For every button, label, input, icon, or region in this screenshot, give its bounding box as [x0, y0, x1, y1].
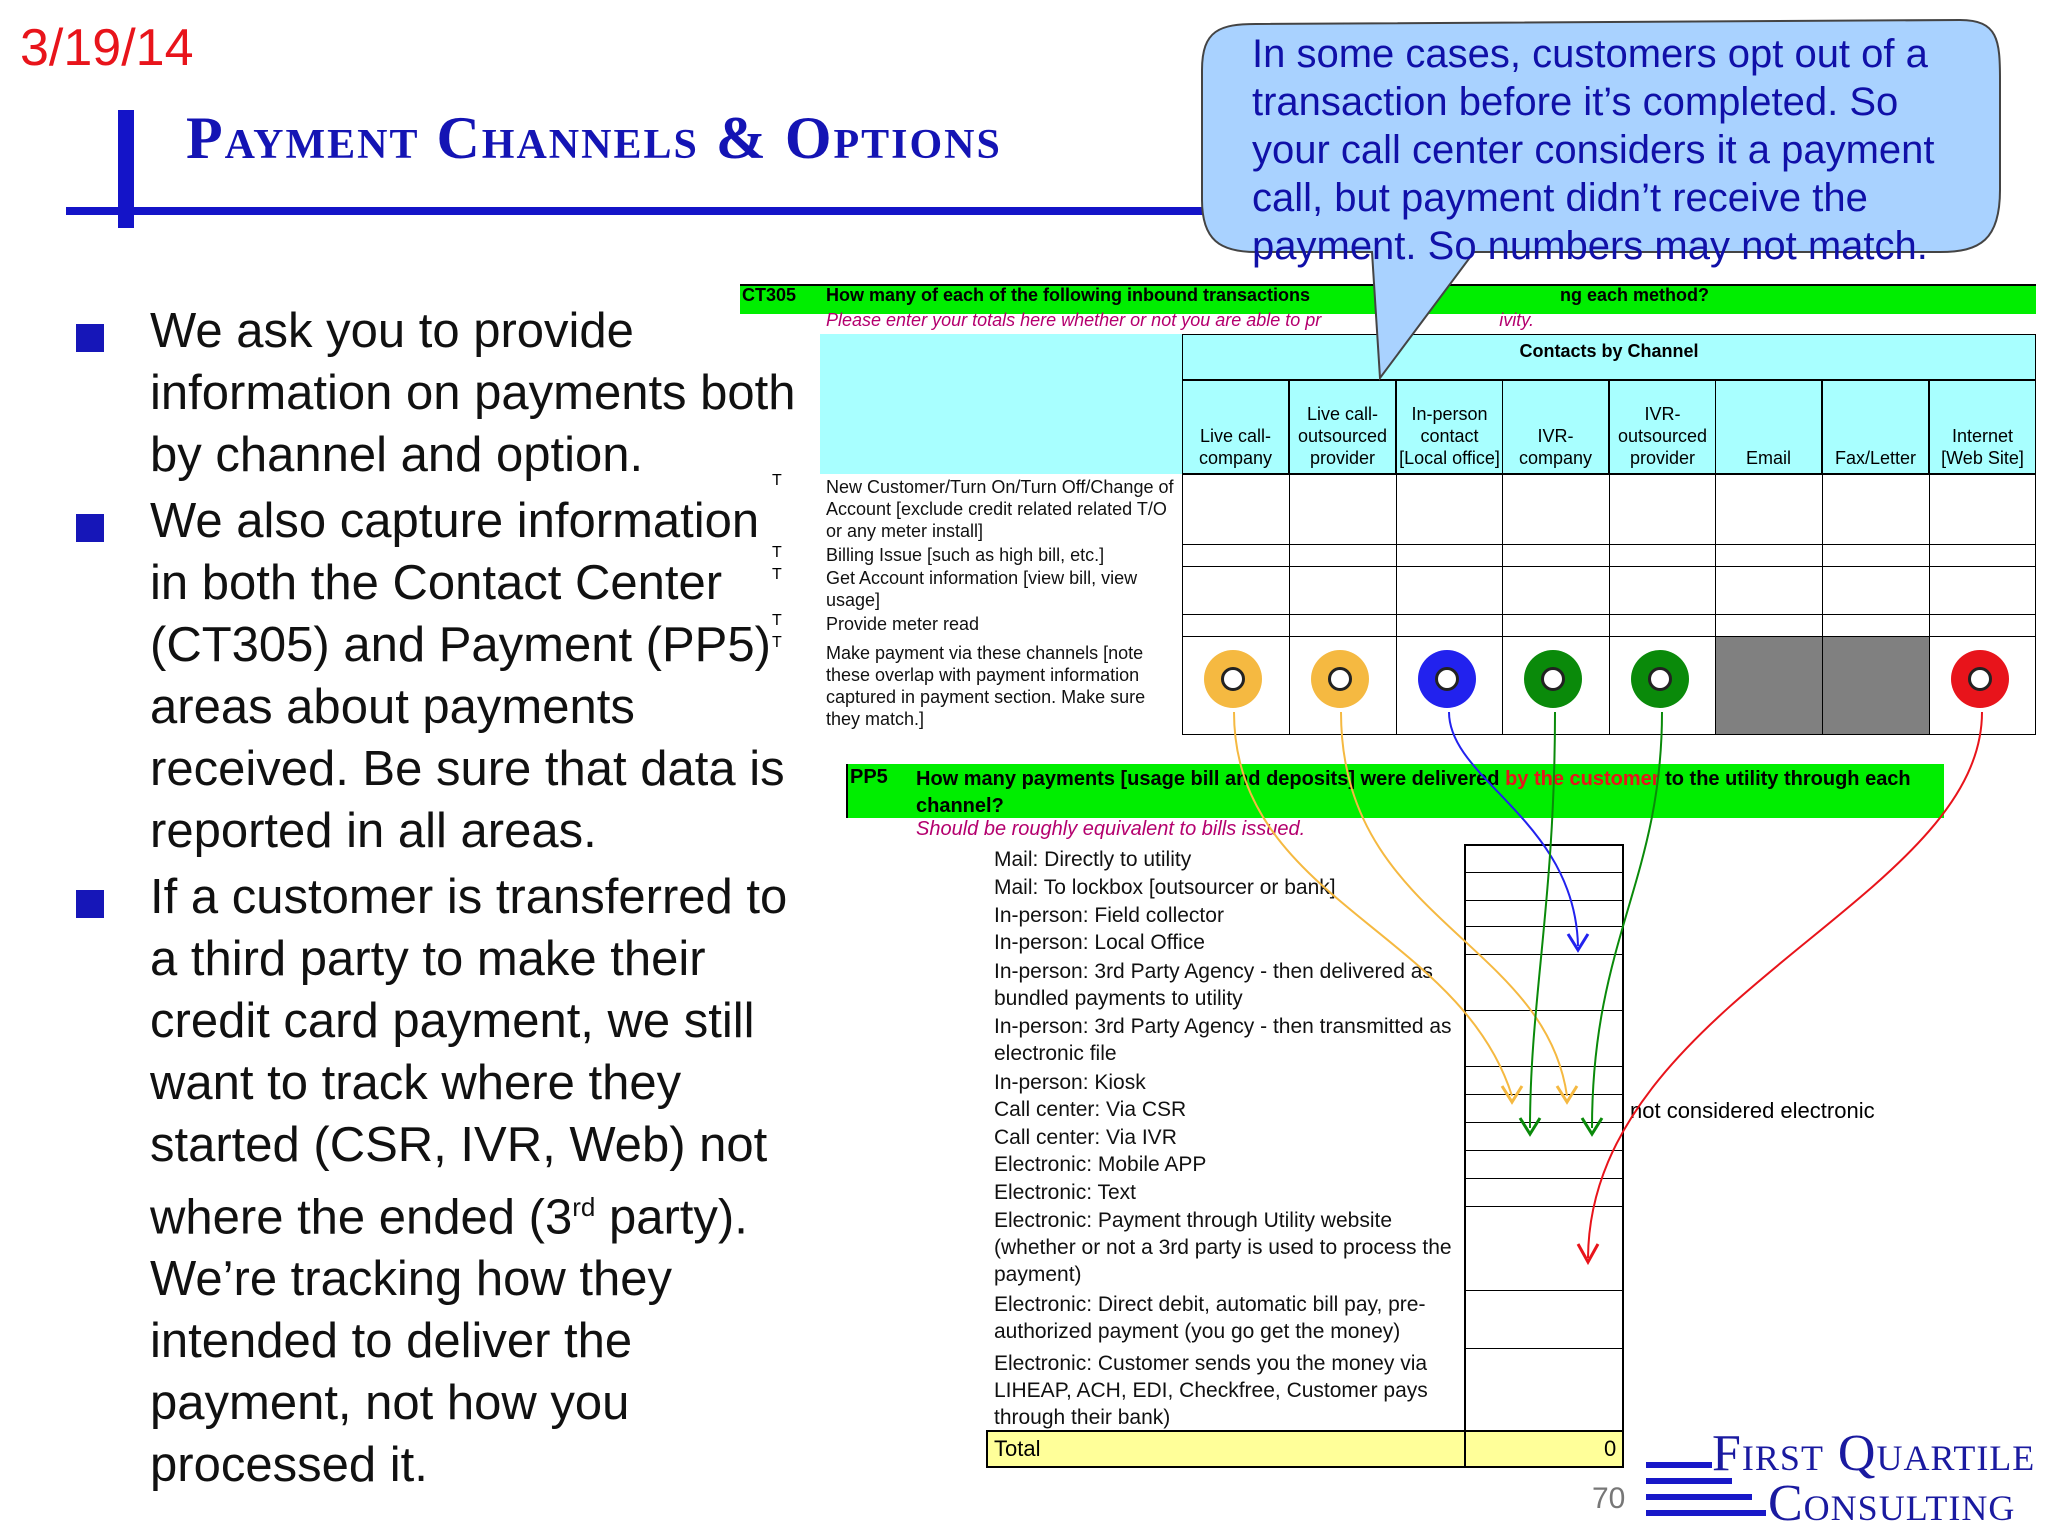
- pp5-row-label: In-person: Field collector: [994, 904, 1224, 927]
- column-header: Live call-outsourced provider: [1289, 380, 1396, 474]
- not-electronic-annotation: not considered electronic: [1630, 1098, 1875, 1123]
- blue-circle-icon: [1418, 650, 1476, 708]
- pp5-row-label: Electronic: Payment through Utility website (whether or not a 3rd party is used to process the payment): [994, 1209, 1452, 1286]
- orange-circle-icon: [1311, 650, 1369, 708]
- ct305-row-label: Provide meter read: [826, 614, 980, 634]
- column-header: Live call-company: [1182, 380, 1289, 474]
- bullet-text-start: If a customer is transferred to a third party to make their credit card payment, we still want to track where they started (CSR, IVR, Web) not where the ended (3: [150, 870, 788, 1245]
- green-circle-icon: [1524, 650, 1582, 708]
- t-mark: T: [772, 566, 782, 583]
- pp5-question-part: to the utility through each channel?: [916, 768, 1911, 817]
- t-mark: T: [772, 544, 782, 561]
- ct305-note-end: ivity.: [1499, 310, 1534, 330]
- column-header: IVR-outsourced provider: [1609, 380, 1716, 474]
- pp5-row-label: In-person: Local Office: [994, 931, 1205, 954]
- company-logo-line1: First Quartile: [1712, 1425, 2036, 1482]
- pp5-row-label: Electronic: Customer sends you the money via LIHEAP, ACH, EDI, Checkfree, Customer pays through their bank): [994, 1352, 1428, 1429]
- pp5-row-label: Electronic: Direct debit, automatic bill pay, pre-authorized payment (you go get the money): [994, 1293, 1426, 1343]
- ct305-row-label: New Customer/Turn On/Turn Off/Change of Account [exclude credit related related T/O or any meter install]: [826, 477, 1174, 541]
- t-mark: T: [772, 634, 782, 651]
- logo-bar: [1646, 1510, 1766, 1516]
- ct305-row-label: Billing Issue [such as high bill, etc.]: [826, 545, 1105, 565]
- ct305-code: CT305: [742, 285, 797, 305]
- column-header: In-person contact [Local office]: [1396, 380, 1503, 474]
- company-logo-line2: Consulting: [1768, 1475, 2016, 1532]
- bullet-superscript: rd: [572, 1192, 596, 1222]
- callout-text: In some cases, customers opt out of a transaction before it’s completed. So your call center considers it a payment call, but payment didn’t receive the payment. So numbers may not match.: [1252, 32, 1935, 268]
- ct305-row-label: Make payment via these channels [note these overlap with payment information captured in payment section. Make sure they match.]: [826, 643, 1146, 729]
- ct305-row-label: Get Account information [view bill, view usage]: [826, 568, 1138, 610]
- t-mark: T: [772, 612, 782, 629]
- ct305-question-start: How many of each of the following inbound transactions: [826, 285, 1311, 305]
- total-value: 0: [1604, 1436, 1617, 1461]
- pp5-row-label: Electronic: Text: [994, 1181, 1137, 1204]
- pp5-row-label: Call center: Via CSR: [994, 1098, 1187, 1121]
- pp5-row-label: In-person: 3rd Party Agency - then transmitted as electronic file: [994, 1015, 1452, 1065]
- pp5-note: Should be roughly equivalent to bills issued.: [916, 818, 1306, 840]
- pp5-row-label: Electronic: Mobile APP: [994, 1153, 1207, 1176]
- logo-bar: [1646, 1462, 1712, 1468]
- pp5-row-label: Call center: Via IVR: [994, 1126, 1177, 1149]
- t-mark: T: [772, 472, 782, 489]
- red-circle-icon: [1951, 650, 2009, 708]
- orange-arrow-1: [1234, 712, 1512, 1096]
- green-arrow-1: [1530, 712, 1555, 1128]
- pp5-question-highlight: by the customer: [1505, 768, 1660, 790]
- total-label: Total: [994, 1436, 1041, 1461]
- bullet-text-end: party). We’re tracking how they intended to deliver the payment, not how you processed it.: [150, 1190, 748, 1493]
- column-header: Fax/Letter: [1822, 380, 1929, 474]
- pp5-row-label: Mail: To lockbox [outsourcer or bank]: [994, 876, 1336, 899]
- ct305-question-end: ng each method?: [1560, 285, 1710, 305]
- column-header: IVR-company: [1502, 380, 1609, 474]
- bullet-text: We ask you to provide information on payments both by channel and option.: [150, 304, 796, 482]
- column-header: Email: [1715, 380, 1822, 474]
- logo-bar: [1646, 1494, 1752, 1500]
- contacts-by-channel-header: Contacts by Channel: [1182, 334, 2036, 380]
- red-arrow: [1588, 712, 1982, 1258]
- slide-title: Payment Channels & Options: [186, 105, 1002, 171]
- pp5-row-label: Mail: Directly to utility: [994, 848, 1192, 871]
- green-circle-icon: [1631, 650, 1689, 708]
- ct305-note-start: Please enter your totals here whether or not you are able to pr: [826, 310, 1322, 330]
- page-number: 70: [1592, 1482, 1626, 1515]
- bullet-text: We also capture information in both the Contact Center (CT305) and Payment (PP5) areas about payments received. Be sure that data is reported in all areas.: [150, 494, 785, 858]
- column-header: Internet [Web Site]: [1929, 380, 2036, 474]
- pp5-row-label: In-person: Kiosk: [994, 1071, 1146, 1094]
- pp5-question-part: How many payments [usage bill and deposits] were delivered: [916, 768, 1506, 790]
- pp5-row-label: In-person: 3rd Party Agency - then delivered as bundled payments to utility: [994, 960, 1433, 1010]
- green-arrow-2: [1592, 712, 1662, 1128]
- blue-arrow: [1449, 712, 1578, 946]
- orange-circle-icon: [1204, 650, 1262, 708]
- slide-date: 3/19/14: [20, 19, 194, 77]
- pp5-code: PP5: [850, 766, 888, 788]
